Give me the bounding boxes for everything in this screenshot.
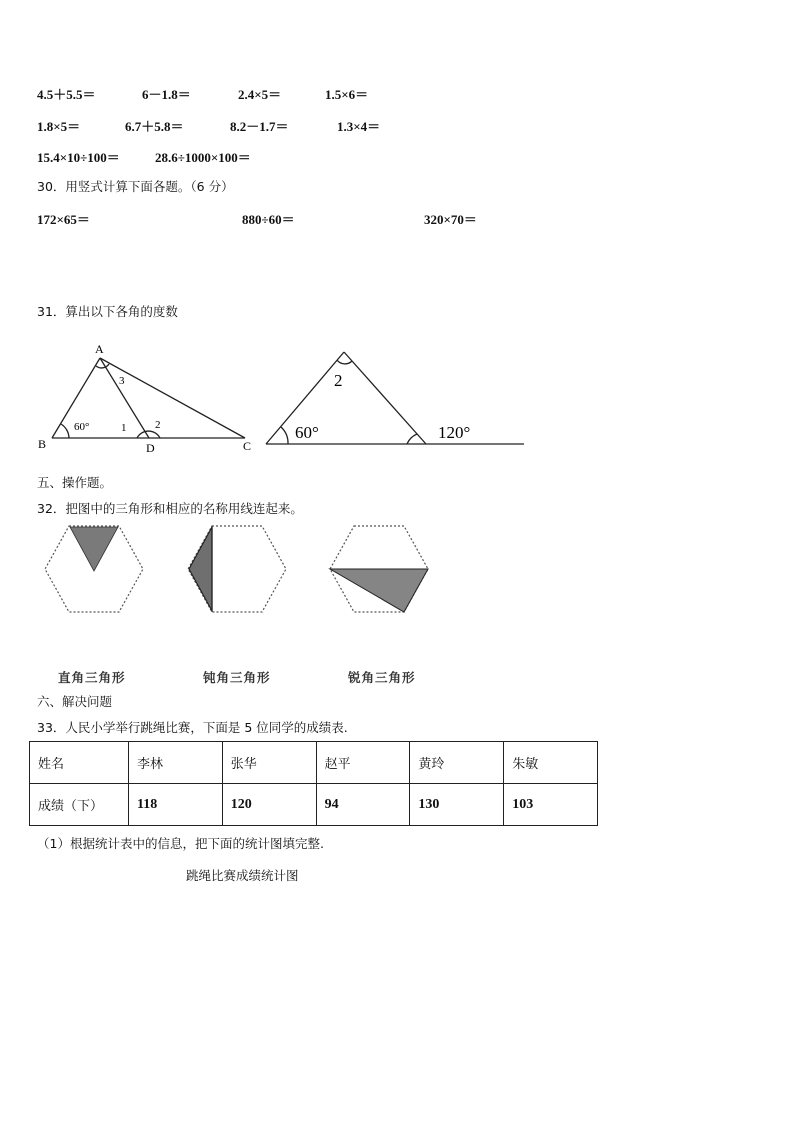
label-c: C xyxy=(243,439,252,453)
table-header-cell: 赵平 xyxy=(316,742,410,784)
name-right-triangle: 直角三角形 xyxy=(58,670,126,685)
calc-1-4: 1.5×6＝ xyxy=(325,87,369,102)
q30-item-2: 880÷60＝ xyxy=(242,212,295,227)
calc-2-3: 8.2－1.7＝ xyxy=(230,119,289,134)
name-obtuse-triangle: 钝角三角形 xyxy=(203,670,271,685)
score-cell: 120 xyxy=(222,784,316,826)
q30-title: 30．用竖式计算下面各题。（6 分） xyxy=(37,179,234,194)
hexagon-acute-triangle xyxy=(327,523,431,615)
calc-1-3: 2.4×5＝ xyxy=(238,87,282,102)
table-header-cell: 黄玲 xyxy=(410,742,504,784)
calc-2-2: 6.7＋5.8＝ xyxy=(125,119,184,134)
table-header-cell: 李林 xyxy=(129,742,223,784)
table-row xyxy=(30,784,598,826)
angle-1-label: 1 xyxy=(121,422,127,434)
table-header-cell: 姓名 xyxy=(30,742,129,784)
calc-2-1: 1.8×5＝ xyxy=(37,119,81,134)
hexagon-obtuse-triangle xyxy=(185,523,289,615)
q33-title: 33．人民小学举行跳绳比赛，下面是 5 位同学的成绩表. xyxy=(37,720,348,735)
angle-3-label: 3 xyxy=(119,375,125,387)
q30-item-3: 320×70＝ xyxy=(424,212,477,227)
angle-2-label: 2 xyxy=(155,419,161,431)
table-row xyxy=(30,742,598,784)
calc-3-2: 28.6÷1000×100＝ xyxy=(155,150,251,165)
exterior-angle-value: 120° xyxy=(438,423,471,442)
q32-title: 32．把图中的三角形和相应的名称用线连起来。 xyxy=(37,501,303,516)
calc-1-1: 4.5＋5.5＝ xyxy=(37,87,96,102)
triangle-abc-figure xyxy=(30,340,260,458)
triangle-exterior-angle-figure xyxy=(262,340,527,450)
label-a: A xyxy=(95,342,104,356)
name-acute-triangle: 锐角三角形 xyxy=(348,670,416,685)
left-angle-value: 60° xyxy=(295,423,319,442)
calc-1-2: 6－1.8＝ xyxy=(142,87,191,102)
section5-title: 五、操作题。 xyxy=(37,475,113,490)
scores-label-cell: 成绩（下） xyxy=(30,784,129,826)
q33-sub1: （1）根据统计表中的信息，把下面的统计图填完整. xyxy=(37,836,324,851)
score-cell: 130 xyxy=(410,784,504,826)
score-table xyxy=(29,741,598,826)
q31-title: 31．算出以下各角的度数 xyxy=(37,304,178,319)
score-cell: 103 xyxy=(504,784,598,826)
score-cell: 118 xyxy=(129,784,223,826)
angle-b-value: 60° xyxy=(74,421,90,433)
apex-angle-label: 2 xyxy=(334,371,343,390)
label-b: B xyxy=(38,437,47,451)
hexagon-right-triangle xyxy=(42,523,146,615)
section6-title: 六、解决问题 xyxy=(37,694,113,709)
label-d: D xyxy=(146,441,155,455)
score-cell: 94 xyxy=(316,784,410,826)
calc-3-1: 15.4×10÷100＝ xyxy=(37,150,120,165)
table-header-cell: 张华 xyxy=(222,742,316,784)
chart-title: 跳绳比赛成绩统计图 xyxy=(186,868,299,883)
table-header-cell: 朱敏 xyxy=(504,742,598,784)
calc-2-4: 1.3×4＝ xyxy=(337,119,381,134)
q30-item-1: 172×65＝ xyxy=(37,212,90,227)
